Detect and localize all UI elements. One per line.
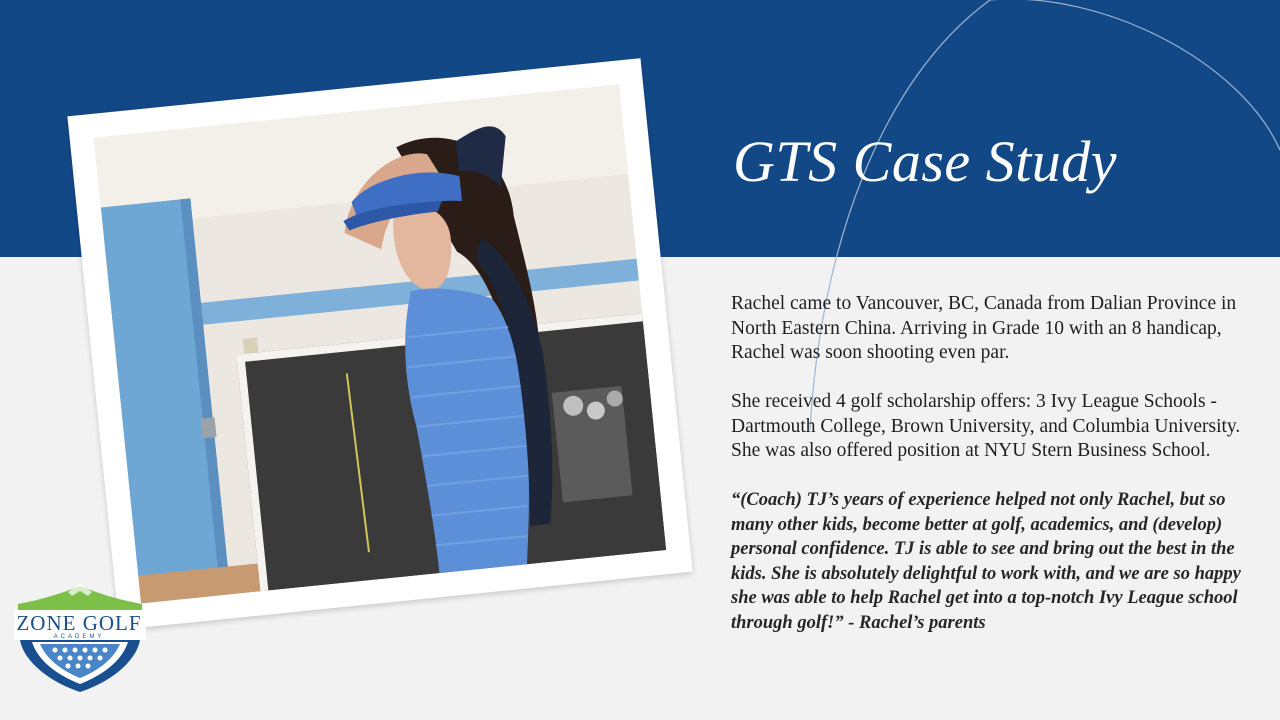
scholarship-paragraph: She received 4 golf scholarship offers: 3 Ivy League Schools - Dartmouth College, Brown University, and Columbia University. She was also offered position at NYU Stern Business School. xyxy=(731,391,1241,461)
logo-name: ZONE GOLF xyxy=(16,611,142,635)
golfer-photo-illustration xyxy=(94,85,667,604)
golfer-photo xyxy=(94,85,667,604)
case-study-text xyxy=(731,292,1261,660)
zone-golf-logo xyxy=(10,582,150,694)
intro-paragraph: Rachel came to Vancouver, BC, Canada from Dalian Province in North Eastern China. Arriving in Grade 10 with an 8 handicap, Rachel was soon shooting even par. xyxy=(731,293,1237,363)
photo-frame xyxy=(67,58,692,630)
slide-title: GTS Case Study xyxy=(733,129,1117,194)
parent-quote: “(Coach) TJ’s years of experience helped not only Rachel, but so many other kids, become better at golf, academics, and (develop) personal confidence. TJ is able to see and bring out the best in the kids. She is absolutely delightful to work with, and we are so happy she was able to help Rachel get into a top-notch Ivy League school through golf!” - Rachel’s parents xyxy=(731,490,1241,633)
logo-subtitle: ACADEMY xyxy=(53,634,105,640)
